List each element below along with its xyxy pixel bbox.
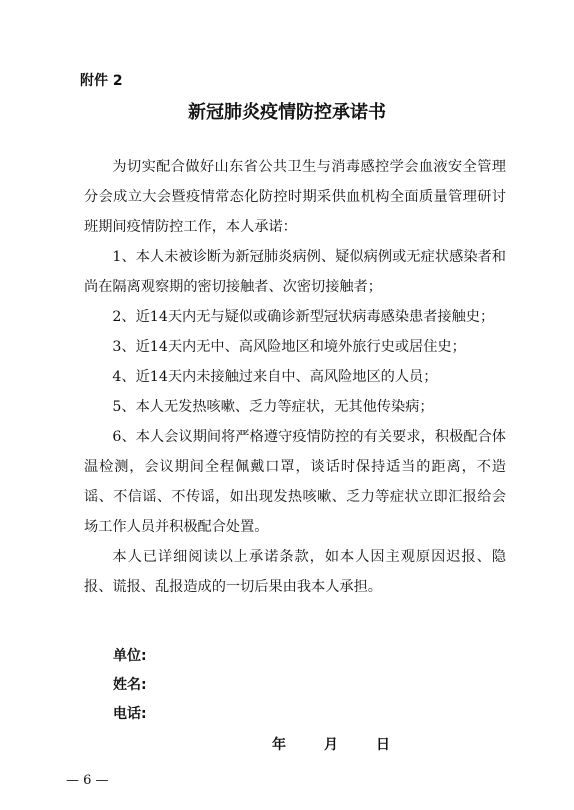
document-body	[84, 152, 506, 602]
pledge-item-6: 6、本人会议期间将严格遵守疫情防控的有关要求，积极配合体温检测，会议期间全程佩戴口罩，谈话时保持适当的距离，不造谣、不信谣、不传谣，如出现发热咳嗽、乏力等症状立即汇报给会场工作人员并积极配合处置。	[84, 429, 506, 535]
intro-paragraph: 为切实配合做好山东省公共卫生与消毒感控学会血液安全管理分会成立大会暨疫情常态化防控时期采供血机构全面质量管理研讨班期间疫情防控工作，本人承诺：	[84, 159, 506, 235]
page-number: — 6 —	[66, 773, 109, 788]
attachment-label: 附件 2	[80, 73, 123, 89]
pledge-item-5: 5、本人无发热咳嗽、乏力等症状，无其他传染病；	[112, 399, 434, 415]
date-day-label: 日	[376, 737, 390, 753]
pledge-item-4: 4、近14天内未接触过来自中、高风险地区的人员；	[112, 369, 438, 385]
date-month-label: 月	[324, 737, 338, 753]
pledge-item-3: 3、近14天内无中、高风险地区和境外旅行史或居住史；	[112, 339, 466, 355]
pledge-item-2: 2、近14天内无与疑似或确诊新型冠状病毒感染患者接触史；	[112, 309, 495, 325]
date-year-label: 年	[272, 737, 286, 753]
phone-field-label: 电话:	[113, 706, 147, 722]
document-title: 新冠肺炎疫情防控承诺书	[188, 102, 386, 123]
pledge-item-1: 1、本人未被诊断为新冠肺炎病例、疑似病例或无症状感染者和尚在隔离观察期的密切接触者、次密切接触者；	[84, 249, 506, 295]
name-field-label: 姓名:	[113, 677, 147, 693]
signature-fields	[113, 642, 147, 729]
unit-field-label: 单位:	[113, 648, 147, 664]
closing-paragraph: 本人已详细阅读以上承诺条款，如本人因主观原因迟报、隐报、谎报、乱报造成的一切后果由我本人承担。	[84, 549, 506, 595]
